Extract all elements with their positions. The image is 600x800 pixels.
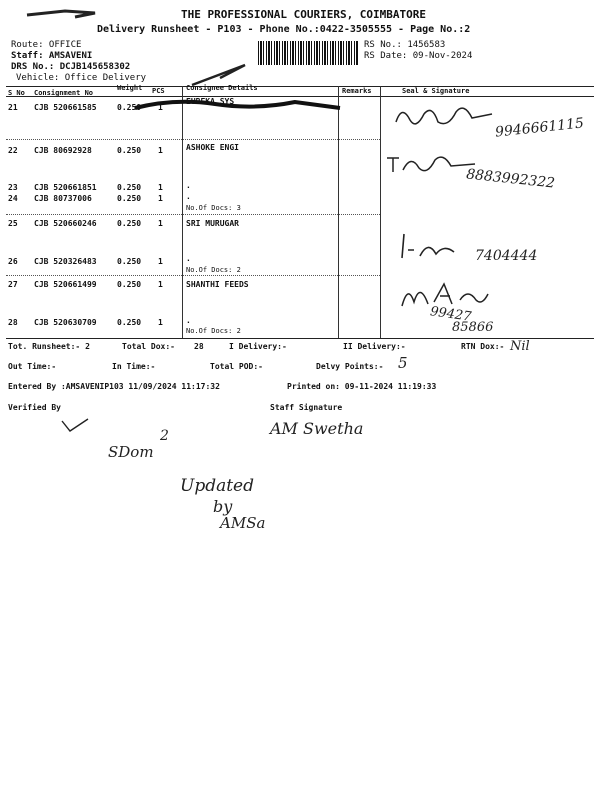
delvy-points-value: 5 (398, 354, 408, 372)
staff-signature: AM Swetha (270, 419, 364, 438)
row-consignment: CJB 520661851 (34, 183, 97, 192)
row-pcs: 1 (158, 318, 163, 327)
pen-scribble (135, 90, 345, 120)
column-divider (338, 86, 339, 338)
row-weight: 0.250 (117, 183, 142, 192)
row-consignment: CJB 520630709 (34, 318, 97, 327)
table-top-border (6, 86, 594, 87)
row-weight: 0.250 (117, 194, 142, 203)
rtn-dox-value: Nil (510, 339, 530, 354)
row-divider (6, 275, 380, 276)
i-delivery: I Delivery:- (229, 342, 287, 351)
row-sno: 28 (8, 318, 18, 327)
row-sno: 23 (8, 183, 18, 192)
out-time: Out Time:- (8, 362, 57, 371)
col-sno: S No (8, 89, 25, 97)
row-sno: 22 (8, 146, 18, 155)
total-dox-label: Total Dox:- (122, 342, 175, 351)
row-weight: 0.250 (117, 280, 142, 289)
pen-mark (25, 5, 105, 25)
row-pcs: 1 (158, 280, 163, 289)
row-pcs: 1 (158, 183, 163, 192)
company-title: THE PROFESSIONAL COURIERS, COIMBATORE (181, 8, 427, 21)
column-divider (182, 86, 183, 338)
col-consignment: Consignment No (34, 89, 94, 97)
rs-number: RS No.: 1456583 (364, 40, 446, 50)
row-pcs: 1 (158, 146, 163, 155)
in-time: In Time:- (112, 362, 156, 371)
col-pcs: PCS (152, 87, 165, 95)
row-pcs: 1 (158, 103, 163, 112)
col-seal: Seal & Signature (402, 87, 470, 95)
docs-count: No.Of Docs: 2 (186, 266, 241, 274)
row-divider (6, 139, 380, 140)
runsheet-title: Delivery Runsheet - P103 - Phone No.:0422-3505555 - Page No.:2 (97, 24, 471, 35)
ii-delivery: II Delivery:- (343, 342, 406, 351)
vehicle-label: Vehicle: Office Delivery (16, 73, 147, 83)
handwritten-note: Updated (180, 476, 255, 496)
handwritten-phone: 7404444 (475, 248, 538, 264)
table-bottom-border (6, 338, 594, 339)
staff-signature-label: Staff Signature (270, 403, 343, 412)
row-consignee: ASHOKE ENGI (186, 143, 239, 152)
column-divider (380, 86, 381, 338)
total-dox-value: 28 (194, 342, 204, 351)
row-weight: 0.250 (117, 103, 142, 112)
verified-by: Verified By (8, 403, 61, 412)
row-sno: 21 (8, 103, 18, 112)
row-weight: 0.250 (117, 257, 142, 266)
handwritten-phone: 85866 (452, 320, 494, 335)
handwritten-phone: 9946661115 (494, 115, 585, 141)
rs-date: RS Date: 09-Nov-2024 (364, 51, 473, 61)
barcode (258, 41, 358, 65)
printed-on: Printed on: 09-11-2024 11:19:33 (287, 382, 437, 391)
col-remarks: Remarks (342, 87, 372, 95)
row-consignee: SRI MURUGAR (186, 219, 239, 228)
row-consignment: CJB 80692928 (34, 146, 92, 155)
row-pcs: 1 (158, 219, 163, 228)
handwritten-phone: 99427 (429, 304, 473, 325)
delvy-points: Delvy Points:- (316, 362, 384, 371)
handwritten-note: AMSa (220, 514, 266, 532)
col-weight: Weight (117, 84, 143, 92)
verified-initial: 2 (160, 428, 169, 444)
route-label: Route: OFFICE (11, 40, 82, 50)
row-sno: 25 (8, 219, 18, 228)
row-consignee: . (186, 254, 191, 263)
row-consignee: . (186, 192, 191, 201)
total-pod: Total POD:- (210, 362, 263, 371)
row-weight: 0.250 (117, 318, 142, 327)
row-pcs: 1 (158, 194, 163, 203)
row-consignment: CJB 520660246 (34, 219, 97, 228)
row-consignee: EUREKA SYS (186, 97, 235, 106)
row-sno: 26 (8, 257, 18, 266)
row-consignee: SHANTHI FEEDS (186, 280, 249, 289)
docs-count: No.Of Docs: 3 (186, 204, 241, 212)
row-consignment: CJB 520661585 (34, 103, 97, 112)
row-sno: 27 (8, 280, 18, 289)
row-pcs: 1 (158, 257, 163, 266)
drs-number: DRS No.: DCJB145658302 (11, 62, 131, 72)
tot-runsheet: Tot. Runsheet:- 2 (8, 342, 90, 351)
row-weight: 0.250 (117, 146, 142, 155)
docs-count: No.Of Docs: 2 (186, 327, 241, 335)
col-consignee: Consignee Details (186, 84, 258, 92)
entered-by: Entered By :AMSAVENIP103 11/09/2024 11:17:32 (8, 382, 220, 391)
signature (398, 232, 458, 262)
signature (392, 100, 502, 135)
handwritten-phone: 8883992322 (465, 166, 556, 192)
row-sno: 24 (8, 194, 18, 203)
row-weight: 0.250 (117, 219, 142, 228)
verified-signature: SDom (108, 443, 154, 461)
row-consignee: . (186, 316, 191, 325)
handwritten-note: by (213, 497, 233, 516)
tick-mark (60, 415, 90, 435)
row-consignment: CJB 80737006 (34, 194, 92, 203)
rtn-dox: RTN Dox:- (461, 342, 505, 351)
staff-label: Staff: AMSAVENI (11, 51, 93, 61)
row-divider (6, 214, 380, 215)
row-consignee: . (186, 181, 191, 190)
row-consignment: CJB 520661499 (34, 280, 97, 289)
row-consignment: CJB 520326483 (34, 257, 97, 266)
